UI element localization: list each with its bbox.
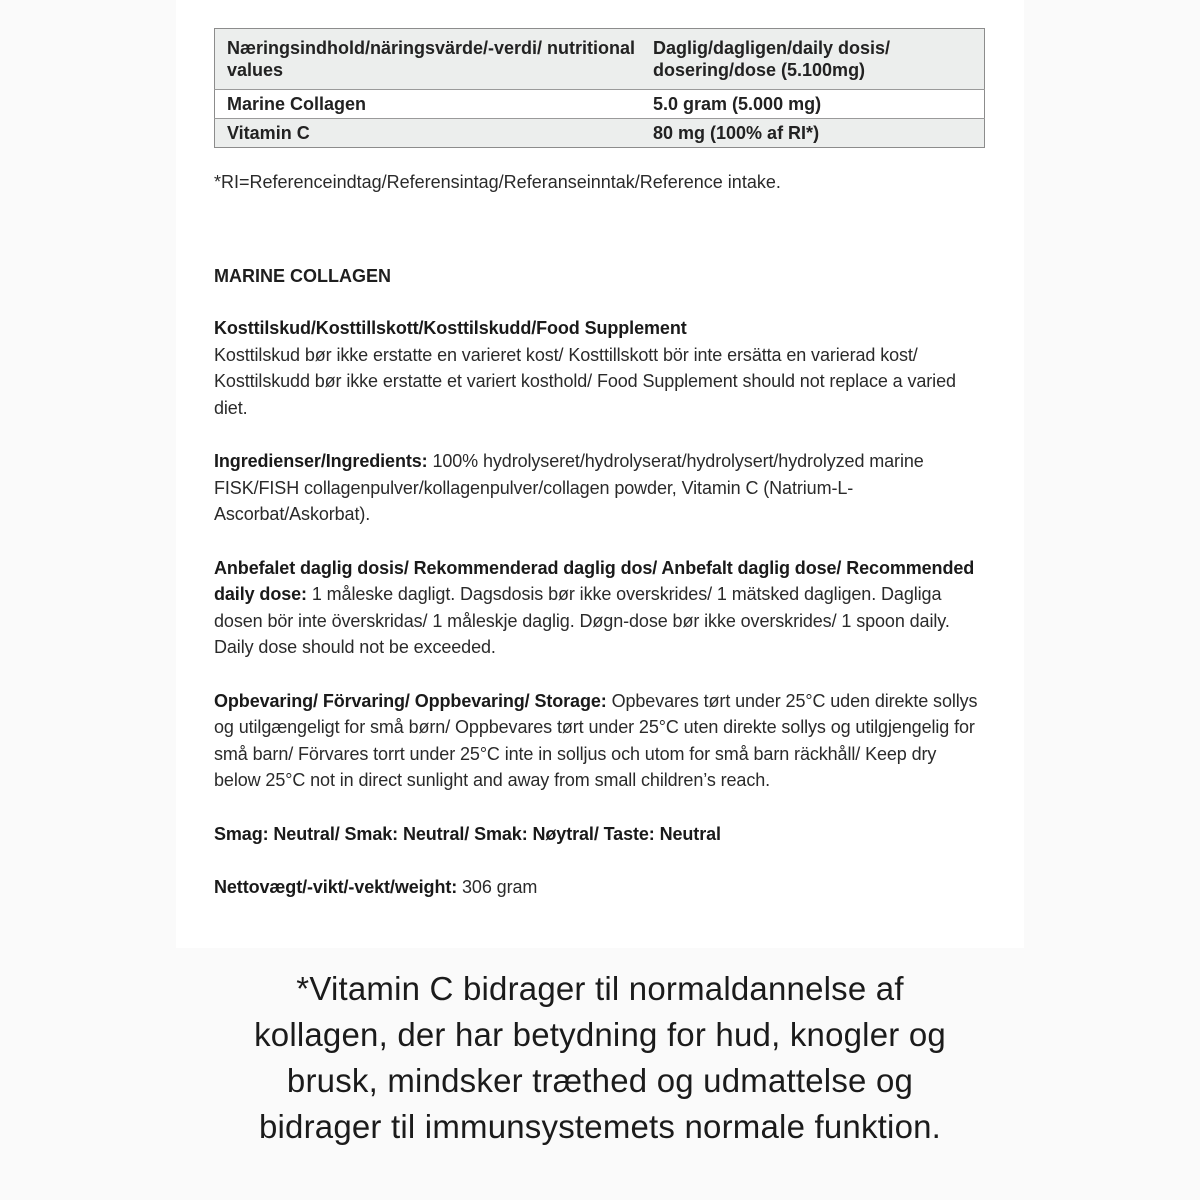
- ingredients-label: Ingredienser/Ingredients:: [214, 451, 428, 471]
- storage-text: Opbevares tørt under 25°C uden direkte sollys og utilgængeligt for små børn/ Oppbevares tørt under 25°C uten direkte sollys og utilgjengelig for små barn/ Förvares torrt under 25°C inte in solljus och utom for små barn räckhåll/ Keep dry below 25°C not in direct sunlight and away from small children’s reach.: [214, 690, 978, 790]
- nutrition-table-header: [215, 29, 985, 90]
- nutrient-amount: 80 mg (100% af RI*): [653, 123, 820, 143]
- claim-line: kollagen, der har betydning for hud, knogler og: [254, 1016, 946, 1053]
- food-supplement-text: Kosttilskud bør ikke erstatte en varieret kost/ Kosttillskott bör inte ersätta en varierad kost/ Kosttilskudd bør ikke erstatte et variert kosthold/ Food Supplement should not replace a varied diet.: [214, 344, 956, 418]
- table-row: [215, 90, 985, 119]
- nutrition-table: [214, 28, 985, 148]
- product-title: MARINE COLLAGEN: [214, 266, 391, 286]
- taste-text: Smag: Neutral/ Smak: Neutral/ Smak: Nøytral/ Taste: Neutral: [214, 823, 721, 844]
- daily-dose-section: [214, 555, 986, 661]
- table-row: [215, 119, 985, 148]
- claim-line: brusk, mindsker træthed og udmattelse og: [286, 1062, 914, 1099]
- net-weight-value: 306 gram: [457, 877, 538, 897]
- storage-section: [214, 688, 986, 794]
- daily-dose-text: 1 måleske dagligt. Dagsdosis bør ikke overskrides/ 1 mätsked dagligen. Dagliga dosen bör inte överskridas/ 1 måleskje daglig. Døgn-dose bør ikke overskrides/ 1 spoon daily. Daily dose should not be exceeded.: [214, 584, 950, 657]
- reference-intake-footnote: *RI=Referenceindtag/Referensintag/Referanseinntak/Reference intake.: [214, 172, 781, 192]
- storage-label: Opbevaring/ Förvaring/ Oppbevaring/ Storage:: [214, 690, 607, 711]
- ingredients-text: 100% hydrolyseret/hydrolyserat/hydrolysert/hydrolyzed marine FISK/FISH collagenpulver/kollagenpulver/collagen powder, Vitamin C (Natrium-L-Ascorbat/Askorbat).: [214, 451, 924, 524]
- claim-line: bidrager til immunsystemets normale funktion.: [258, 1108, 942, 1145]
- ingredients-section: [214, 448, 986, 528]
- net-weight-section: [214, 874, 986, 901]
- food-supplement-section: [214, 315, 986, 421]
- nutrient-amount: 5.0 gram (5.000 mg): [653, 94, 822, 114]
- nutrient-name: Vitamin C: [227, 123, 310, 143]
- daily-dose-label: Anbefalet daglig dosis/ Rekommenderad daglig dos/ Anbefalt daglig dose/ Recommended daily dose:: [214, 557, 975, 604]
- food-supplement-heading: Kosttilskud/Kosttillskott/Kosttilskudd/Food Supplement: [214, 318, 687, 338]
- taste-section: [214, 821, 986, 848]
- nutrient-name: Marine Collagen: [227, 94, 367, 114]
- claim-line: *Vitamin C bidrager til normaldannelse af: [296, 970, 904, 1007]
- vitamin-c-claim: [150, 966, 1050, 1150]
- nutrition-header-values: Næringsindhold/näringsvärde/-verdi/ nutritional values: [227, 38, 636, 80]
- net-weight-label: Nettovægt/-vikt/-vekt/weight:: [214, 877, 458, 897]
- nutrition-header-dose: Daglig/dagligen/daily dosis/ dosering/dose (5.100mg): [653, 38, 891, 80]
- label-content: [214, 28, 986, 901]
